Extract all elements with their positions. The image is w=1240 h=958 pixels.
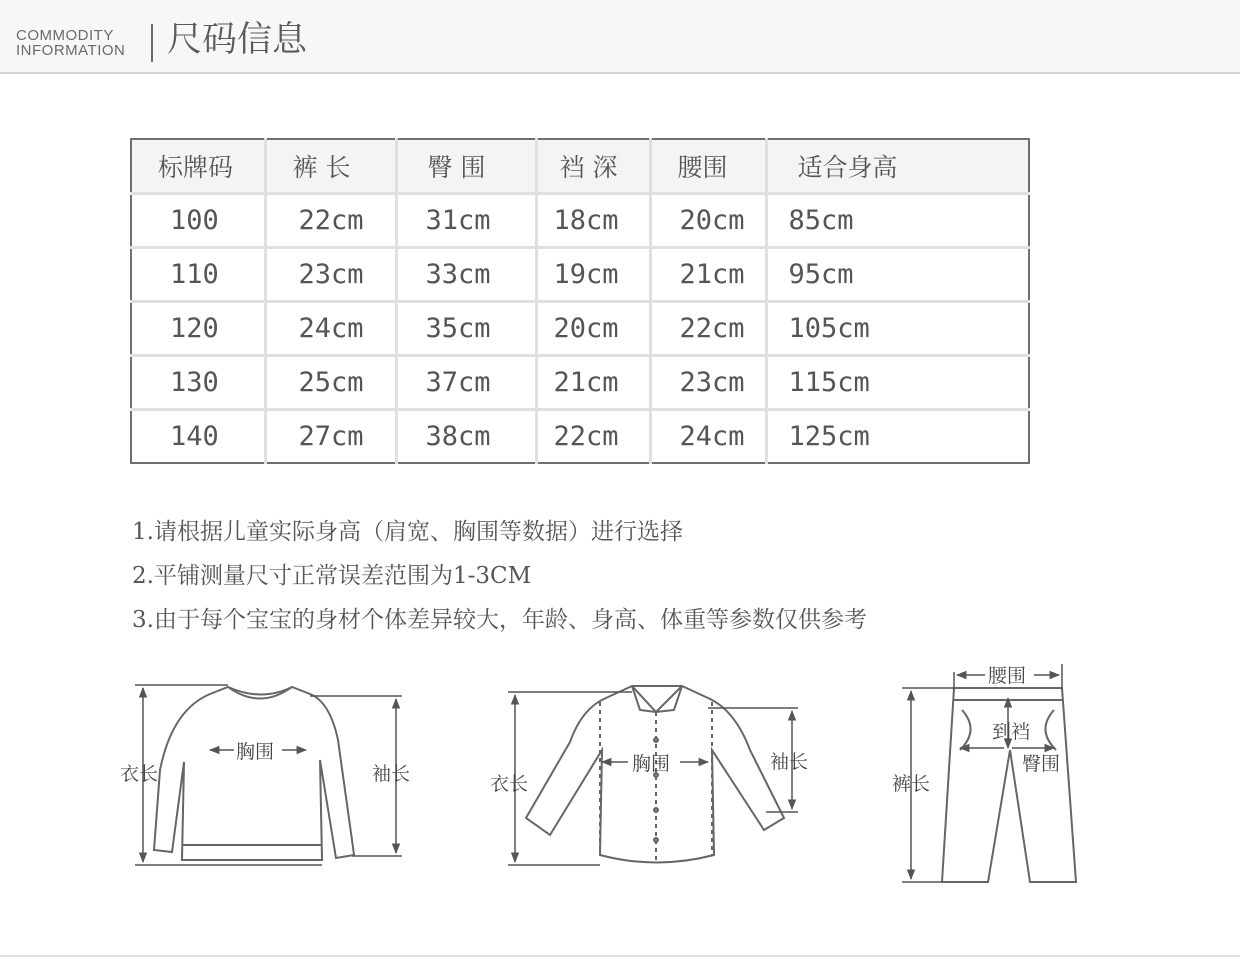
header-cell: 臀 围 bbox=[396, 139, 536, 194]
sweater-diagram bbox=[135, 685, 402, 865]
pants-waist-label: 腰围 bbox=[988, 665, 1027, 687]
header-cell: 裆 深 bbox=[536, 139, 650, 194]
table-cell: 37cm bbox=[396, 356, 536, 410]
table-cell: 22cm bbox=[650, 302, 766, 356]
table-row bbox=[131, 356, 1029, 410]
table-cell: 33cm bbox=[396, 248, 536, 302]
sweater-sleeve-label: 袖长 bbox=[372, 763, 411, 785]
table-cell: 95cm bbox=[766, 248, 1029, 302]
table-cell: 24cm bbox=[650, 410, 766, 464]
header-separator bbox=[151, 24, 153, 62]
note-line: 3.由于每个宝宝的身材个体差异较大，年龄、身高、体重等参数仅供参考 bbox=[132, 607, 867, 633]
header-cell: 腰围 bbox=[650, 139, 766, 194]
table-row bbox=[131, 248, 1029, 302]
table-cell: 20cm bbox=[650, 194, 766, 248]
table-cell: 21cm bbox=[650, 248, 766, 302]
pants-crotch-label: 到裆 bbox=[992, 721, 1031, 743]
table-cell: 18cm bbox=[536, 194, 650, 248]
shirt-chest-label: 胸围 bbox=[632, 753, 671, 775]
table-cell: 120 bbox=[131, 302, 265, 356]
pants-length-label: 裤长 bbox=[892, 773, 931, 795]
table-cell: 100 bbox=[131, 194, 265, 248]
pants-hip-label: 臀围 bbox=[1022, 753, 1061, 775]
page-title: 尺码信息 bbox=[167, 20, 308, 60]
table-cell: 125cm bbox=[788, 421, 870, 452]
table-cell: 38cm bbox=[396, 410, 536, 464]
table-cell: 20cm bbox=[536, 302, 650, 356]
sweater-length-label: 衣长 bbox=[120, 763, 159, 785]
table-row bbox=[131, 410, 1029, 464]
shirt-sleeve-label: 袖长 bbox=[770, 751, 809, 773]
table-cell: 19cm bbox=[536, 248, 650, 302]
table-cell: 27cm bbox=[265, 410, 396, 464]
table-cell: 23cm bbox=[650, 356, 766, 410]
header-english-label: COMMODITY INFORMATION bbox=[16, 27, 126, 59]
table-cell: 140 bbox=[131, 410, 265, 464]
size-table bbox=[130, 138, 1030, 464]
page-header bbox=[0, 0, 1240, 74]
table-cell: 23cm bbox=[265, 248, 396, 302]
note-line: 1.请根据儿童实际身高（肩宽、胸围等数据）进行选择 bbox=[132, 519, 683, 545]
table-cell: 35cm bbox=[396, 302, 536, 356]
measurement-diagrams bbox=[0, 650, 1240, 900]
shirt-diagram bbox=[508, 686, 798, 865]
table-cell: 85cm bbox=[766, 194, 1029, 248]
table-cell: 110 bbox=[131, 248, 265, 302]
table-cell: 105cm bbox=[766, 302, 1029, 356]
table-cell: 25cm bbox=[265, 356, 396, 410]
bottom-divider bbox=[0, 955, 1240, 957]
sweater-outline bbox=[154, 687, 354, 860]
table-cell: 31cm bbox=[396, 194, 536, 248]
sweater-chest-label: 胸围 bbox=[236, 741, 275, 763]
table-row bbox=[131, 302, 1029, 356]
shirt-length-label: 衣长 bbox=[490, 773, 529, 795]
header-cell: 裤 长 bbox=[265, 139, 396, 194]
header-cell: 适合身高 bbox=[766, 139, 1029, 194]
table-cell: 130 bbox=[131, 356, 265, 410]
size-notes bbox=[132, 510, 867, 642]
table-cell: 24cm bbox=[265, 302, 396, 356]
header-cell: 标牌码 bbox=[131, 139, 265, 194]
note-line: 2.平铺测量尺寸正常误差范围为1-3CM bbox=[132, 563, 532, 589]
pants-outline bbox=[942, 688, 1076, 882]
table-cell: 115cm bbox=[766, 356, 1029, 410]
size-table-header-row bbox=[131, 139, 1029, 194]
table-cell: 22cm bbox=[265, 194, 396, 248]
table-cell: 22cm bbox=[536, 410, 650, 464]
table-row bbox=[131, 194, 1029, 248]
table-cell: 21cm bbox=[536, 356, 650, 410]
